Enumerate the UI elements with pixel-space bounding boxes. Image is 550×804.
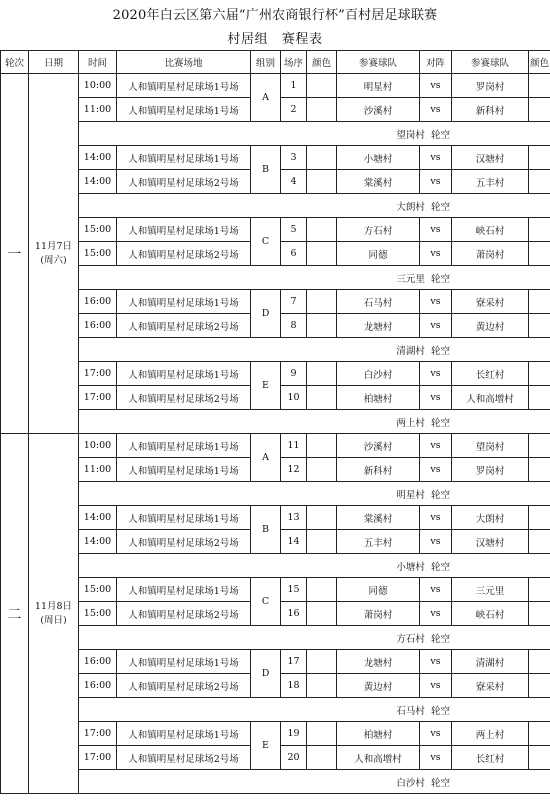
match-time: 14:00 [79, 506, 117, 530]
home-color [307, 434, 337, 458]
away-team: 汉塘村 [452, 146, 529, 170]
home-color [307, 218, 337, 242]
match-venue: 人和镇明星村足球场1号场 [117, 290, 251, 314]
away-color [529, 170, 550, 194]
bye-cell [79, 482, 550, 506]
home-team: 同德 [337, 242, 420, 266]
match-number: 10 [281, 386, 307, 410]
group-label: C [251, 218, 281, 266]
bye-team: 两上村 [396, 417, 425, 429]
away-team: 寮采村 [452, 290, 529, 314]
match-venue: 人和镇明星村足球场1号场 [117, 362, 251, 386]
home-team: 沙溪村 [337, 98, 420, 122]
match-row [1, 362, 550, 386]
round-date-cell [29, 434, 79, 794]
bye-team: 明星村 [396, 489, 425, 501]
match-venue: 人和镇明星村足球场1号场 [117, 146, 251, 170]
match-time: 14:00 [79, 530, 117, 554]
home-team: 人和高增村 [337, 746, 420, 770]
match-time: 15:00 [79, 578, 117, 602]
bye-label: 轮空 [430, 489, 450, 501]
match-row [1, 722, 550, 746]
away-team: 望岗村 [452, 434, 529, 458]
home-color [307, 242, 337, 266]
match-number: 1 [281, 74, 307, 98]
home-team: 方石村 [337, 218, 420, 242]
bye-row [1, 626, 550, 650]
home-team: 棠溪村 [337, 170, 420, 194]
match-venue: 人和镇明星村足球场2号场 [117, 530, 251, 554]
match-number: 15 [281, 578, 307, 602]
match-venue: 人和镇明星村足球场2号场 [117, 386, 251, 410]
away-color [529, 746, 550, 770]
bye-cell [79, 266, 550, 290]
bye-team: 三元里 [396, 273, 425, 285]
match-number: 12 [281, 458, 307, 482]
group-label: A [251, 434, 281, 482]
vs-label: vs [420, 146, 452, 170]
home-team: 五丰村 [337, 530, 420, 554]
home-color [307, 530, 337, 554]
bye-label: 轮空 [430, 705, 450, 717]
bye-team: 望岗村 [396, 129, 425, 141]
match-row [1, 290, 550, 314]
home-color [307, 74, 337, 98]
home-color [307, 506, 337, 530]
match-row [1, 650, 550, 674]
vs-label: vs [420, 746, 452, 770]
home-team: 萧岗村 [337, 602, 420, 626]
match-number: 13 [281, 506, 307, 530]
match-time: 17:00 [79, 746, 117, 770]
bye-label: 轮空 [430, 201, 450, 213]
away-color [529, 506, 550, 530]
home-team: 小塘村 [337, 146, 420, 170]
col-header-match-no: 场序 [281, 51, 307, 74]
home-team: 龙塘村 [337, 650, 420, 674]
match-time: 17:00 [79, 386, 117, 410]
match-number: 19 [281, 722, 307, 746]
group-label: B [251, 506, 281, 554]
match-row [1, 434, 550, 458]
vs-label: vs [420, 242, 452, 266]
away-color [529, 242, 550, 266]
vs-label: vs [420, 170, 452, 194]
match-number: 5 [281, 218, 307, 242]
home-color [307, 458, 337, 482]
group-label: A [251, 74, 281, 122]
match-number: 7 [281, 290, 307, 314]
away-color [529, 98, 550, 122]
match-venue: 人和镇明星村足球场1号场 [117, 98, 251, 122]
match-venue: 人和镇明星村足球场1号场 [117, 578, 251, 602]
bye-label: 轮空 [430, 417, 450, 429]
away-color [529, 650, 550, 674]
away-color [529, 290, 550, 314]
match-row [1, 578, 550, 602]
match-number: 11 [281, 434, 307, 458]
bye-team: 白沙村 [396, 777, 425, 789]
match-venue: 人和镇明星村足球场1号场 [117, 218, 251, 242]
round-number: 一 [1, 74, 29, 434]
bye-cell [79, 770, 550, 794]
home-color [307, 314, 337, 338]
away-team: 峡石村 [452, 218, 529, 242]
bye-row [1, 698, 550, 722]
col-header-home-color: 颜色 [307, 51, 337, 74]
match-time: 15:00 [79, 602, 117, 626]
bye-label: 轮空 [430, 273, 450, 285]
away-team: 寮采村 [452, 674, 529, 698]
vs-label: vs [420, 362, 452, 386]
bye-label: 轮空 [430, 777, 450, 789]
match-venue: 人和镇明星村足球场2号场 [117, 242, 251, 266]
col-header-round: 轮次 [1, 51, 29, 74]
match-time: 16:00 [79, 650, 117, 674]
group-label: C [251, 578, 281, 626]
away-team: 长红村 [452, 746, 529, 770]
match-venue: 人和镇明星村足球场1号场 [117, 458, 251, 482]
vs-label: vs [420, 458, 452, 482]
page-title: 2020年白云区第六届“广州农商银行杯”百村居足球联赛 [112, 8, 438, 23]
home-color [307, 722, 337, 746]
bye-team: 清湖村 [396, 345, 425, 357]
match-venue: 人和镇明星村足球场2号场 [117, 674, 251, 698]
bye-cell [79, 122, 550, 146]
match-number: 2 [281, 98, 307, 122]
group-label: B [251, 146, 281, 194]
bye-row [1, 194, 550, 218]
col-header-date: 日期 [29, 51, 79, 74]
home-color [307, 674, 337, 698]
home-color [307, 362, 337, 386]
bye-row [1, 770, 550, 794]
away-team: 峡石村 [452, 602, 529, 626]
home-team: 同德 [337, 578, 420, 602]
away-team: 三元里 [452, 578, 529, 602]
away-color [529, 674, 550, 698]
match-time: 16:00 [79, 314, 117, 338]
away-team: 人和高增村 [452, 386, 529, 410]
vs-label: vs [420, 674, 452, 698]
schedule-body [1, 74, 550, 794]
match-time: 17:00 [79, 362, 117, 386]
vs-label: vs [420, 602, 452, 626]
away-team: 清湖村 [452, 650, 529, 674]
bye-cell [79, 410, 550, 434]
match-time: 16:00 [79, 290, 117, 314]
vs-label: vs [420, 314, 452, 338]
group-label: E [251, 722, 281, 770]
away-team: 罗岗村 [452, 74, 529, 98]
match-time: 15:00 [79, 242, 117, 266]
home-color [307, 170, 337, 194]
away-team: 黄边村 [452, 314, 529, 338]
match-time: 10:00 [79, 74, 117, 98]
home-team: 明星村 [337, 74, 420, 98]
bye-row [1, 338, 550, 362]
home-color [307, 578, 337, 602]
match-venue: 人和镇明星村足球场2号场 [117, 170, 251, 194]
bye-cell [79, 194, 550, 218]
home-color [307, 386, 337, 410]
match-number: 9 [281, 362, 307, 386]
vs-label: vs [420, 386, 452, 410]
match-number: 3 [281, 146, 307, 170]
home-team: 柏塘村 [337, 386, 420, 410]
round-date: 11月8日 [34, 600, 73, 612]
bye-cell [79, 554, 550, 578]
home-color [307, 290, 337, 314]
col-header-away-color: 颜色 [529, 51, 550, 74]
round-date: 11月7日 [34, 240, 73, 252]
away-color [529, 602, 550, 626]
match-time: 11:00 [79, 98, 117, 122]
match-venue: 人和镇明星村足球场2号场 [117, 314, 251, 338]
match-number: 17 [281, 650, 307, 674]
away-team: 汉塘村 [452, 530, 529, 554]
group-label: D [251, 650, 281, 698]
col-header-away-team: 参赛球队 [452, 51, 529, 74]
vs-label: vs [420, 290, 452, 314]
home-team: 黄边村 [337, 674, 420, 698]
away-team: 罗岗村 [452, 458, 529, 482]
home-team: 龙塘村 [337, 314, 420, 338]
bye-label: 轮空 [430, 129, 450, 141]
match-time: 14:00 [79, 146, 117, 170]
away-color [529, 722, 550, 746]
match-number: 20 [281, 746, 307, 770]
home-team: 石马村 [337, 290, 420, 314]
home-team: 柏塘村 [337, 722, 420, 746]
bye-row [1, 554, 550, 578]
away-color [529, 362, 550, 386]
match-time: 10:00 [79, 434, 117, 458]
match-number: 14 [281, 530, 307, 554]
match-venue: 人和镇明星村足球场1号场 [117, 506, 251, 530]
match-row [1, 218, 550, 242]
bye-row [1, 410, 550, 434]
home-team: 沙溪村 [337, 434, 420, 458]
home-color [307, 650, 337, 674]
away-color [529, 434, 550, 458]
schedule-table [0, 50, 550, 794]
match-venue: 人和镇明星村足球场2号场 [117, 746, 251, 770]
home-color [307, 746, 337, 770]
away-team: 长红村 [452, 362, 529, 386]
bye-team: 方石村 [396, 633, 425, 645]
vs-label: vs [420, 74, 452, 98]
vs-label: vs [420, 650, 452, 674]
home-color [307, 146, 337, 170]
vs-label: vs [420, 578, 452, 602]
away-color [529, 578, 550, 602]
match-number: 8 [281, 314, 307, 338]
bye-team: 大朗村 [396, 201, 425, 213]
round-weekday: (周日) [40, 614, 67, 626]
away-color [529, 74, 550, 98]
col-header-home-team: 参赛球队 [337, 51, 420, 74]
bye-row [1, 266, 550, 290]
bye-cell [79, 626, 550, 650]
vs-label: vs [420, 722, 452, 746]
match-venue: 人和镇明星村足球场1号场 [117, 650, 251, 674]
round-date-cell [29, 74, 79, 434]
match-row [1, 74, 550, 98]
bye-label: 轮空 [430, 633, 450, 645]
col-header-vs: 对阵 [420, 51, 452, 74]
away-team: 大朗村 [452, 506, 529, 530]
away-color [529, 314, 550, 338]
col-header-time: 时间 [79, 51, 117, 74]
away-color [529, 218, 550, 242]
bye-team: 石马村 [396, 705, 425, 717]
away-team: 新科村 [452, 98, 529, 122]
bye-cell [79, 338, 550, 362]
match-time: 16:00 [79, 674, 117, 698]
match-time: 14:00 [79, 170, 117, 194]
bye-label: 轮空 [430, 345, 450, 357]
home-color [307, 602, 337, 626]
home-team: 新科村 [337, 458, 420, 482]
match-number: 16 [281, 602, 307, 626]
away-team: 五丰村 [452, 170, 529, 194]
round-number: 二 [1, 434, 29, 794]
vs-label: vs [420, 98, 452, 122]
match-venue: 人和镇明星村足球场1号场 [117, 434, 251, 458]
round-weekday: (周六) [40, 254, 67, 266]
group-label: D [251, 290, 281, 338]
bye-cell [79, 698, 550, 722]
col-header-venue: 比赛场地 [117, 51, 251, 74]
match-venue: 人和镇明星村足球场1号场 [117, 722, 251, 746]
vs-label: vs [420, 218, 452, 242]
match-number: 6 [281, 242, 307, 266]
match-venue: 人和镇明星村足球场2号场 [117, 602, 251, 626]
match-time: 17:00 [79, 722, 117, 746]
match-row [1, 146, 550, 170]
away-color [529, 386, 550, 410]
bye-label: 轮空 [430, 561, 450, 573]
bye-row [1, 482, 550, 506]
vs-label: vs [420, 530, 452, 554]
bye-team: 小塘村 [396, 561, 425, 573]
away-team: 两上村 [452, 722, 529, 746]
bye-row [1, 122, 550, 146]
home-color [307, 98, 337, 122]
match-time: 15:00 [79, 218, 117, 242]
match-venue: 人和镇明星村足球场1号场 [117, 74, 251, 98]
away-color [529, 530, 550, 554]
home-team: 棠溪村 [337, 506, 420, 530]
table-header-row [1, 51, 550, 74]
page-subtitle: 村居组 赛程表 [227, 32, 323, 47]
match-number: 18 [281, 674, 307, 698]
match-row [1, 506, 550, 530]
col-header-group: 组别 [251, 51, 281, 74]
away-color [529, 146, 550, 170]
vs-label: vs [420, 506, 452, 530]
away-color [529, 458, 550, 482]
match-number: 4 [281, 170, 307, 194]
group-label: E [251, 362, 281, 410]
vs-label: vs [420, 434, 452, 458]
match-time: 11:00 [79, 458, 117, 482]
away-team: 萧岗村 [452, 242, 529, 266]
home-team: 白沙村 [337, 362, 420, 386]
